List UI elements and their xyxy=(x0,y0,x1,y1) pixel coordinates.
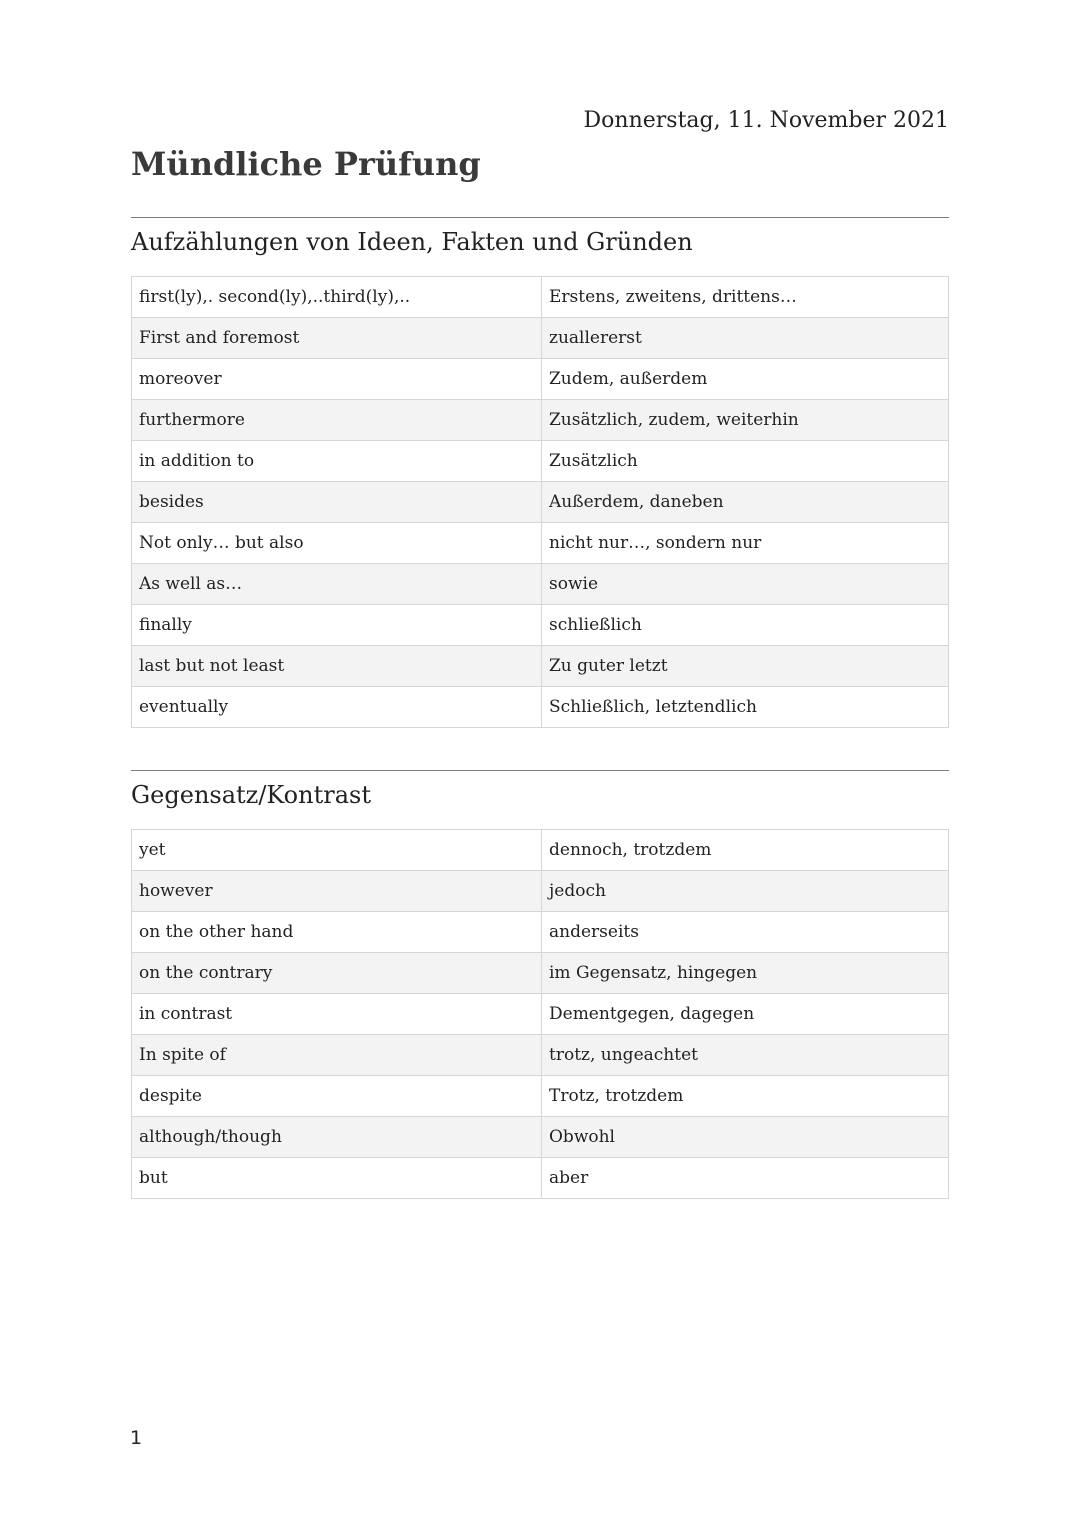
table-row xyxy=(132,953,949,994)
table-row xyxy=(132,1076,949,1117)
section-heading: Aufzählungen von Ideen, Fakten und Gründen xyxy=(131,228,693,256)
section-contrast xyxy=(131,770,949,1199)
table-row xyxy=(132,318,949,359)
english-cell: besides xyxy=(132,482,542,523)
german-cell: Schließlich, letztendlich xyxy=(542,687,949,728)
vocab-table xyxy=(131,829,949,1199)
english-cell: however xyxy=(132,871,542,912)
table-row xyxy=(132,277,949,318)
german-cell: schließlich xyxy=(542,605,949,646)
table-row xyxy=(132,1117,949,1158)
german-cell: aber xyxy=(542,1158,949,1199)
english-cell: As well as… xyxy=(132,564,542,605)
german-cell: Erstens, zweitens, drittens… xyxy=(542,277,949,318)
table-row xyxy=(132,1035,949,1076)
german-cell: jedoch xyxy=(542,871,949,912)
german-cell: anderseits xyxy=(542,912,949,953)
german-cell: dennoch, trotzdem xyxy=(542,830,949,871)
document-date: Donnerstag, 11. November 2021 xyxy=(583,108,949,133)
table-row xyxy=(132,830,949,871)
english-cell: finally xyxy=(132,605,542,646)
german-cell: Zudem, außerdem xyxy=(542,359,949,400)
table-row xyxy=(132,1158,949,1199)
table-row xyxy=(132,400,949,441)
english-cell: furthermore xyxy=(132,400,542,441)
english-cell: first(ly),. second(ly),..third(ly),.. xyxy=(132,277,542,318)
table-row xyxy=(132,646,949,687)
table-row xyxy=(132,564,949,605)
german-cell: Zusätzlich, zudem, weiterhin xyxy=(542,400,949,441)
english-cell: in addition to xyxy=(132,441,542,482)
english-cell: eventually xyxy=(132,687,542,728)
english-cell: Not only… but also xyxy=(132,523,542,564)
english-cell: moreover xyxy=(132,359,542,400)
table-row xyxy=(132,605,949,646)
german-cell: Zusätzlich xyxy=(542,441,949,482)
english-cell: on the contrary xyxy=(132,953,542,994)
table-row xyxy=(132,441,949,482)
table-row xyxy=(132,871,949,912)
table-row xyxy=(132,482,949,523)
section-divider xyxy=(131,217,949,218)
german-cell: Dementgegen, dagegen xyxy=(542,994,949,1035)
page-number: 1 xyxy=(130,1427,143,1449)
english-cell: last but not least xyxy=(132,646,542,687)
german-cell: Obwohl xyxy=(542,1117,949,1158)
table-row xyxy=(132,523,949,564)
table-row xyxy=(132,994,949,1035)
german-cell: Außerdem, daneben xyxy=(542,482,949,523)
german-cell: Zu guter letzt xyxy=(542,646,949,687)
english-cell: on the other hand xyxy=(132,912,542,953)
vocab-table xyxy=(131,276,949,728)
page-title: Mündliche Prüfung xyxy=(131,145,481,183)
german-cell: zuallererst xyxy=(542,318,949,359)
section-divider xyxy=(131,770,949,771)
german-cell: im Gegensatz, hingegen xyxy=(542,953,949,994)
german-cell: sowie xyxy=(542,564,949,605)
german-cell: Trotz, trotzdem xyxy=(542,1076,949,1117)
english-cell: but xyxy=(132,1158,542,1199)
german-cell: nicht nur…, sondern nur xyxy=(542,523,949,564)
table-row xyxy=(132,912,949,953)
table-row xyxy=(132,687,949,728)
section-enumeration xyxy=(131,217,949,728)
english-cell: In spite of xyxy=(132,1035,542,1076)
section-heading: Gegensatz/Kontrast xyxy=(131,781,371,809)
english-cell: although/though xyxy=(132,1117,542,1158)
english-cell: despite xyxy=(132,1076,542,1117)
english-cell: First and foremost xyxy=(132,318,542,359)
german-cell: trotz, ungeachtet xyxy=(542,1035,949,1076)
table-row xyxy=(132,359,949,400)
english-cell: in contrast xyxy=(132,994,542,1035)
english-cell: yet xyxy=(132,830,542,871)
